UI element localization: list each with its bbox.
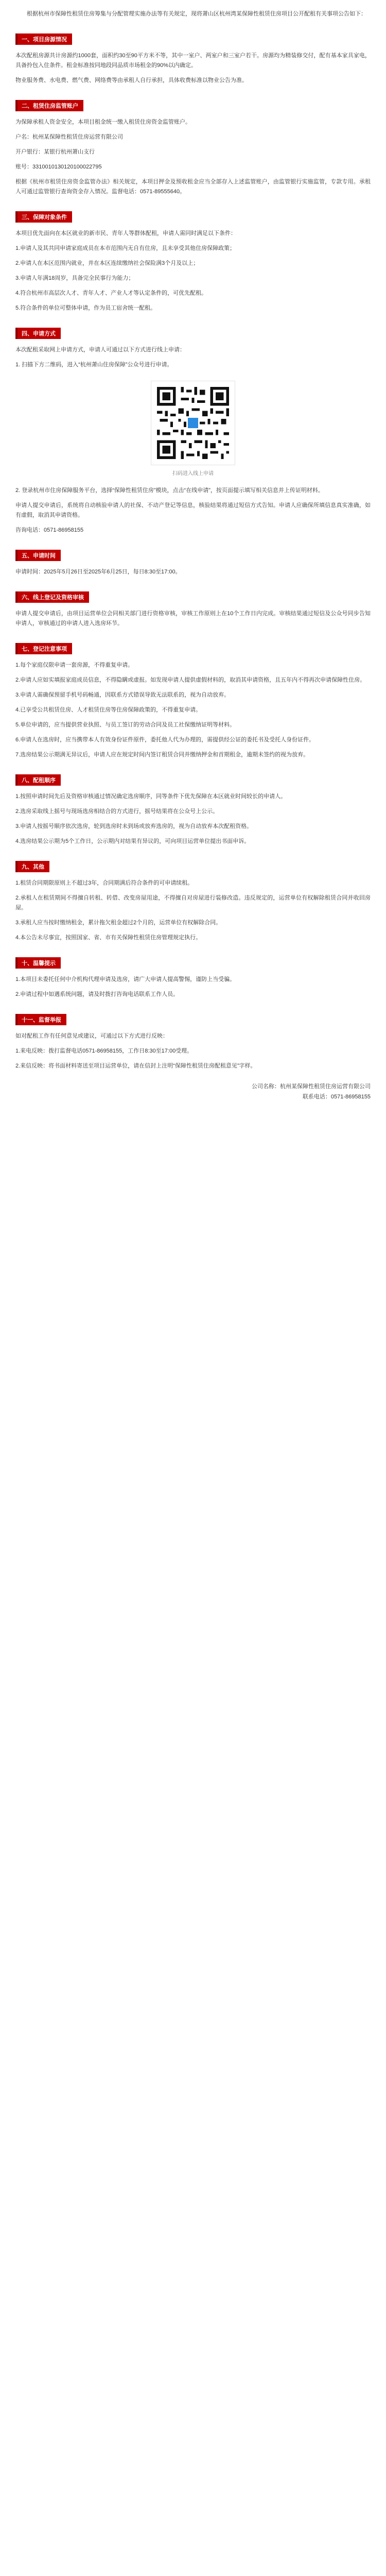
qr-code-icon: [154, 384, 232, 462]
sections-part-2: [15, 486, 371, 1071]
section-title: 六、线上登记及资格审核: [15, 591, 89, 603]
section-paragraph: 2.承租人在租赁期间不得擅自转租、转借、改变房屋用途，不得擅自对房屋进行装修改造。违反规定的，运营单位有权解除租赁合同并收回房屋。: [15, 895, 371, 911]
section-title: 十、温馨提示: [15, 957, 61, 969]
section-paragraph: 1.来电反映：拨打监督电话0571-86958155，工作日8:30至17:00受理。: [15, 1048, 193, 1054]
section-paragraph: 1.申请人及其共同申请家庭成员在本市范围内无自有住房，且未享受其他住房保障政策；: [15, 245, 236, 251]
section-paragraph: 1.按照申请时间先后及资格审核通过情况确定选房顺序，同等条件下优先保障在本区就业时间较长的申请人。: [15, 793, 287, 800]
qr-caption: 扫码进入线上申请: [172, 471, 214, 477]
qr-code-image[interactable]: [151, 381, 235, 465]
section-paragraph: 本项目优先面向在本区就业的新市民、青年人等群体配租，申请人需同时满足以下条件：: [15, 230, 236, 236]
sections-part-1: [15, 24, 371, 370]
section-paragraph: 根据《杭州市租赁住房资金监管办法》相关规定，本项目押金及预收租金应当全部存入上述监管账户，由监管银行实施监管，专款专用。承租人可通过监管银行查询资金存入情况。监督电话：0571-89555640。: [15, 179, 371, 195]
section-title: 四、申请方式: [15, 328, 61, 339]
section-paragraph: 2.申请过程中如遇系统问题，请及时拨打咨询电话联系工作人员。: [15, 991, 179, 997]
signature-block: [15, 1081, 371, 1102]
section-paragraph: 申请时间：2025年5月26日至2025年6月25日，每日8:30至17:00。: [15, 569, 181, 575]
section-paragraph: 7.选房结果公示期满无异议后，申请人应在规定时间内签订租赁合同并缴纳押金和首期租金，逾期未签约的视为放弃。: [15, 752, 309, 758]
section-title: 八、配租顺序: [15, 774, 61, 786]
section-paragraph: 账号：3310010130120100022795: [15, 164, 102, 170]
section-paragraph: 5.单位申请的，应当提供营业执照、与员工签订的劳动合同及员工社保缴纳证明等材料。: [15, 722, 236, 728]
section-paragraph: 1. 扫描下方二维码，进入“杭州萧山住房保障”公众号进行申请。: [15, 362, 173, 368]
section-paragraph: 3.申请人年满18周岁，具备完全民事行为能力；: [15, 275, 134, 281]
section-paragraph: 物业服务费、水电费、燃气费、网络费等由承租人自行承担，具体收费标准以物业公告为准。: [15, 77, 248, 83]
section-title: 二、租赁住房监管账户: [15, 100, 83, 111]
section-paragraph: 4.已享受公共租赁住房、人才租赁住房等住房保障政策的，不得重复申请。: [15, 707, 202, 713]
section-paragraph: 咨询电话：0571-86958155: [15, 527, 84, 533]
section-paragraph: 2.来信反映：将书面材料寄送至项目运营单位，请在信封上注明“保障性租赁住房配租意见”字样。: [15, 1063, 256, 1069]
section-paragraph: 为保障承租人资金安全，本项目租金统一缴入租赁住房资金监管账户。: [15, 119, 191, 125]
section-title: 七、登记注意事项: [15, 643, 72, 654]
signature-contact: 联系电话：0571-86958155: [302, 1094, 371, 1100]
section-paragraph: 1.租赁合同期限原则上不超过3年，合同期满后符合条件的可申请续租。: [15, 880, 194, 886]
section-paragraph: 2.申请人在本区范围内就业，并在本区连续缴纳社会保险满3个月及以上；: [15, 260, 199, 266]
section-paragraph: 申请人提交申请后，由项目运营单位会同相关部门进行资格审核，审核工作原则上在10个工作日内完成。审核结果通过短信及公众号同步告知申请人，审核通过的申请人进入选房环节。: [15, 611, 371, 626]
section-title: 五、申请时间: [15, 550, 61, 561]
section-paragraph: 3.承租人应当按时缴纳租金，累计拖欠租金超过2个月的，运营单位有权解除合同。: [15, 920, 222, 926]
section-paragraph: 如对配租工作有任何意见或建议，可通过以下方式进行反映：: [15, 1033, 168, 1039]
section-paragraph: 开户银行：某银行杭州萧山支行: [15, 149, 95, 155]
section-title: 一、项目房源情况: [15, 33, 72, 45]
section-paragraph: 3.申请人按摇号顺序依次选房，轮到选房时未到场或放弃选房的，视为自动放弃本次配租资格。: [15, 823, 253, 829]
qr-code-wrap: [15, 381, 371, 465]
section-paragraph: 4.选房结果公示期为5个工作日，公示期内对结果有异议的，可向项目运营单位提出书面申诉。: [15, 838, 250, 844]
section-paragraph: 2.申请人应如实填报家庭成员信息，不得隐瞒或虚报。如发现申请人提供虚假材料的，取消其申请资格，且五年内不得再次申请保障性住房。: [15, 677, 366, 683]
section-paragraph: 2.选房采取线上摇号与现场选房相结合的方式进行，摇号结果将在公众号上公示。: [15, 808, 219, 815]
section-paragraph: 3.申请人需确保预留手机号码畅通，因联系方式错误导致无法联系的，视为自动放弃。: [15, 692, 230, 698]
intro-paragraph: 根据杭州市保障性租赁住房筹集与分配管理实施办法等有关规定，现将萧山区杭州湾某保障性租赁住房项目公开配租有关事项公告如下：: [27, 11, 366, 17]
signature-company: 公司名称：杭州某保障性租赁住房运营有限公司: [252, 1083, 371, 1090]
section-paragraph: 2. 登录杭州市住房保障服务平台，选择“保障性租赁住房”模块，点击“在线申请”，按页面提示填写相关信息并上传证明材料。: [15, 487, 324, 494]
section-paragraph: 1.每个家庭仅限申请一套房源，不得重复申请。: [15, 662, 134, 668]
section-paragraph: 6.申请人在选房时，应当携带本人有效身份证件原件，委托他人代为办理的，需提供经公证的委托书及受托人身份证件。: [15, 737, 315, 743]
section-paragraph: 申请人提交申请后，系统将自动核验申请人的社保、不动产登记等信息，核验结果将通过短信方式告知。申请人应确保所填信息真实准确，如有虚假，取消其申请资格。: [15, 502, 371, 518]
section-paragraph: 4.本公告未尽事宜，按照国家、省、市有关保障性租赁住房管理规定执行。: [15, 935, 202, 941]
section-paragraph: 本次配租房源共计房源约1000套，面积约30至90平方米不等，其中一室户、两室户和三室户若干。房源均为精装修交付，配有基本家具家电，具备拎包入住条件。租金标准按同地段同品质市场租金的90%以内确定。: [15, 53, 371, 69]
section-paragraph: 户名：杭州某保障性租赁住房运营有限公司: [15, 134, 123, 140]
section-title: 三、保障对象条件: [15, 211, 72, 223]
section-title: 十一、监督举报: [15, 1014, 66, 1025]
section-paragraph: 本次配租采取网上申请方式，申请人可通过以下方式进行线上申请：: [15, 347, 185, 353]
section-title: 九、其他: [15, 861, 49, 872]
section-paragraph: 1.本项目未委托任何中介机构代理申请及选房，请广大申请人提高警惕，谨防上当受骗。: [15, 976, 236, 982]
section-paragraph: 4.符合杭州市高层次人才、青年人才、产业人才等认定条件的，可优先配租。: [15, 290, 207, 296]
section-paragraph: 5.符合条件的单位可整体申请，作为员工宿舍统一配租。: [15, 305, 156, 311]
